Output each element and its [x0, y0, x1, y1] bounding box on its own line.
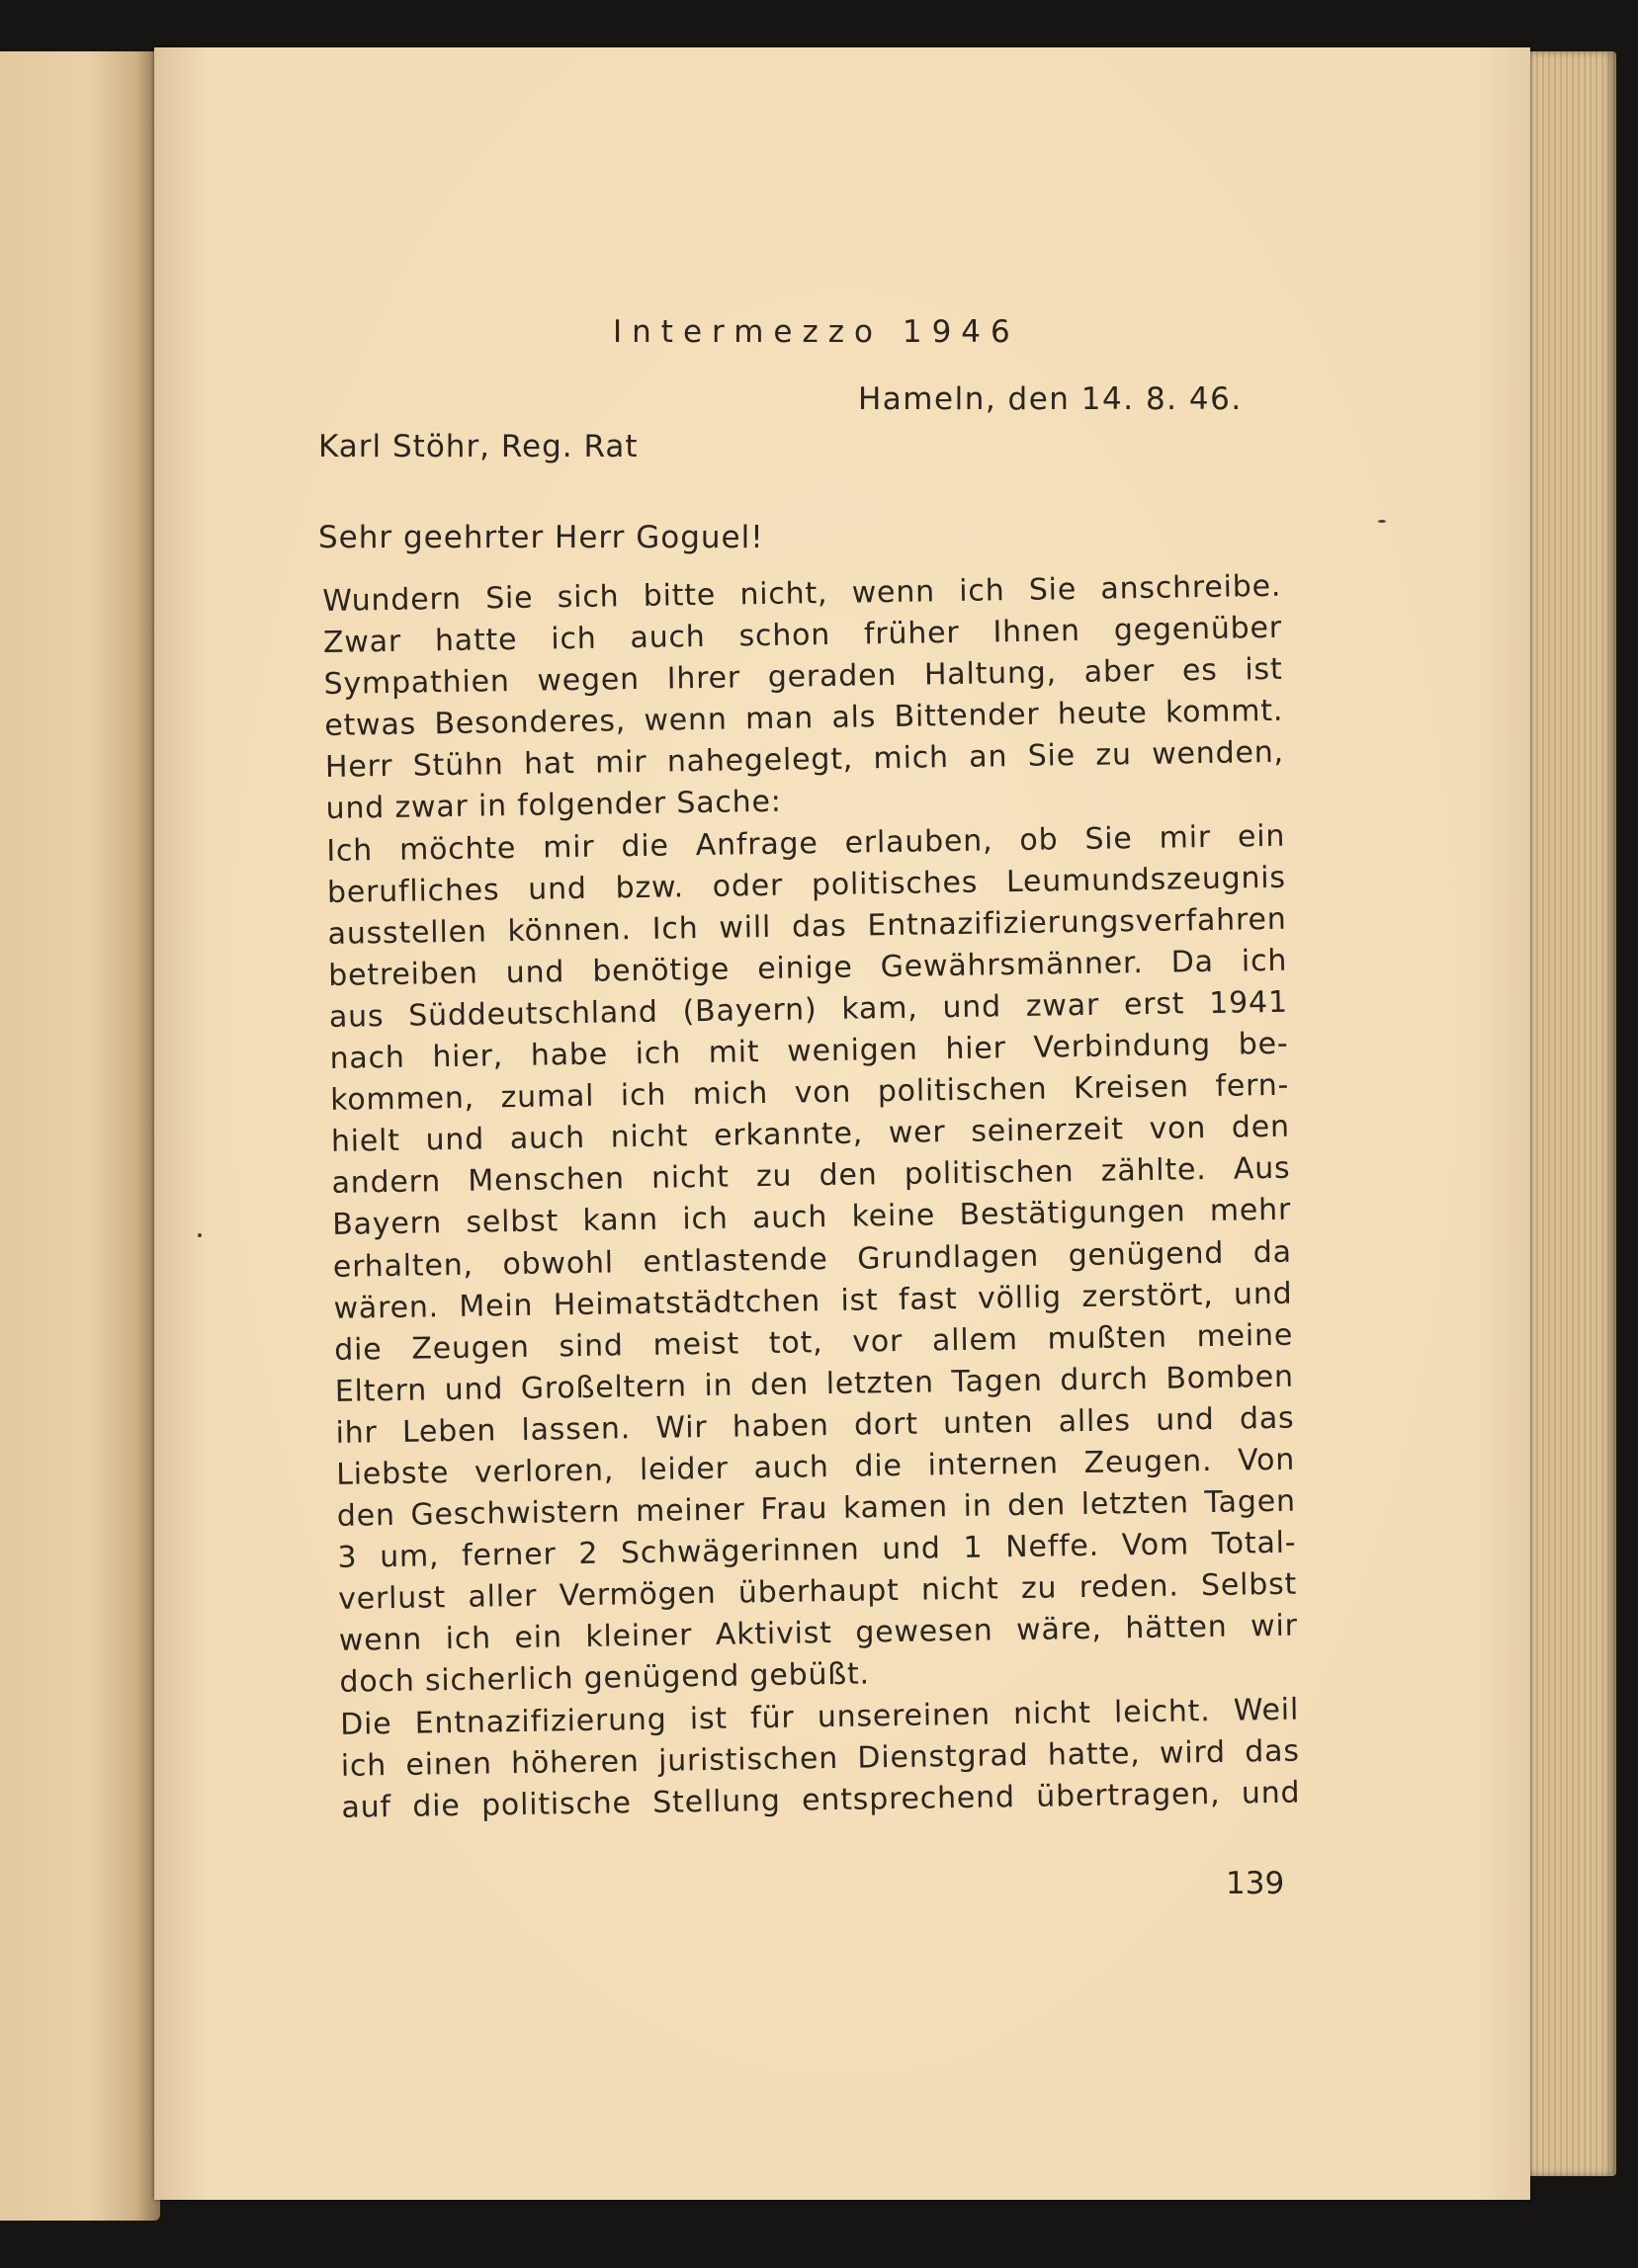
body-line: etwas Besonderes, wenn man als Bittender heute kommt.	[324, 694, 1284, 744]
letter-place-date: Hameln, den 14. 8. 46.	[858, 381, 1243, 417]
body-line: Bayern selbst kann ich auch keine Bestätigungen mehr	[331, 1193, 1292, 1243]
body-line: ausstellen können. Ich will das Entnazifizierungsverfahren	[327, 901, 1287, 952]
letter-salutation: Sehr geehrter Herr Goguel!	[318, 520, 764, 555]
body-line: berufliches und bzw. oder politisches Leumundszeugnis	[326, 860, 1287, 910]
body-line: andern Menschen nicht zu den politischen zählte. Aus	[331, 1151, 1291, 1202]
letter-body	[322, 566, 1301, 1829]
page-block-edges	[1527, 51, 1616, 2176]
body-line: Sympathien wegen Ihrer geraden Haltung, aber es ist	[323, 651, 1283, 703]
body-line: den Geschwistern meiner Frau kamen in den letzten Tagen	[336, 1483, 1297, 1534]
paper-speck	[1378, 520, 1386, 523]
body-line: Wundern Sie sich bitte nicht, wenn ich Sie anschreibe.	[322, 568, 1282, 619]
body-line: aus Süddeutschland (Bayern) kam, und zwar erst 1941	[328, 984, 1289, 1035]
body-line: Ich möchte mir die Anfrage erlauben, ob Sie mir ein	[326, 818, 1286, 869]
body-line: Zwar hatte ich auch schon früher Ihnen gegenüber	[322, 610, 1283, 661]
letter-sender: Karl Stöhr, Reg. Rat	[318, 429, 639, 464]
body-line: hielt und auch nicht erkannte, wer seinerzeit von den	[330, 1109, 1291, 1160]
body-line: betreiben und benötige einige Gewährsmänner. Da ich	[327, 943, 1288, 993]
body-line: Herr Stühn hat mir nahegelegt, mich an Sie zu wenden,	[324, 735, 1285, 786]
body-line: verlust aller Vermögen überhaupt nicht zu reden. Selbst	[337, 1566, 1298, 1618]
body-line: und zwar in folgender Sache:	[325, 785, 782, 827]
body-line: ihr Leben lassen. Wir haben dort unten alles und das	[335, 1400, 1295, 1451]
body-line: Die Entnazifizierung ist für unsereinen nicht leicht. Weil	[339, 1692, 1300, 1742]
body-line: doch sicherlich genügend gebüßt.	[339, 1656, 871, 1701]
body-line: ich einen höheren juristischen Dienstgrad hatte, wird das	[340, 1733, 1300, 1784]
body-line: kommen, zumal ich mich von politischen Kreisen fern-	[329, 1067, 1290, 1119]
page-number: 139	[1226, 1866, 1285, 1901]
paper-speck	[198, 1233, 202, 1237]
body-line: Liebste verloren, leider auch die internen Zeugen. Von	[335, 1442, 1296, 1492]
body-line: die Zeugen sind meist tot, vor allem mußten meine	[333, 1317, 1294, 1368]
body-line: Eltern und Großeltern in den letzten Tagen durch Bomben	[334, 1359, 1295, 1409]
body-line: wären. Mein Heimatstädtchen ist fast völlig zerstört, und	[333, 1276, 1293, 1326]
body-line: 3 um, ferner 2 Schwägerinnen und 1 Neffe. Vom Total-	[337, 1525, 1297, 1576]
body-line: erhalten, obwohl entlastende Grundlagen genügend da	[332, 1234, 1293, 1285]
left-page-edge	[0, 51, 160, 2221]
chapter-title: Intermezzo 1946	[613, 314, 1020, 350]
body-line: wenn ich ein kleiner Aktivist gewesen wäre, hätten wir	[338, 1608, 1299, 1659]
body-line: nach hier, habe ich mit wenigen hier Verbindung be-	[329, 1026, 1289, 1076]
body-line: auf die politische Stellung entsprechend übertragen, und	[341, 1775, 1301, 1825]
